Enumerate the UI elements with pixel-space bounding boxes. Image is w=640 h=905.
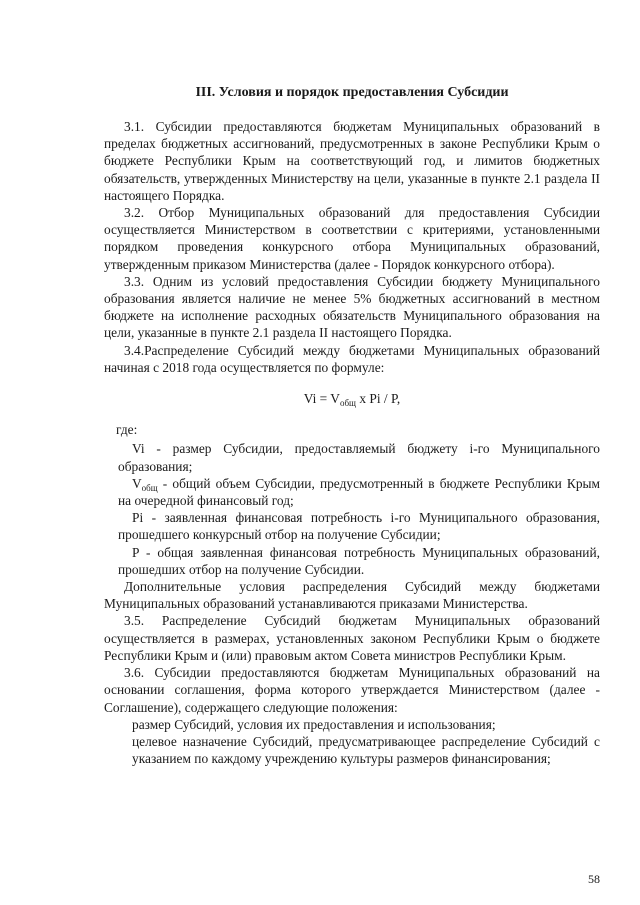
formula-rhs: x Pi / P,	[355, 391, 401, 407]
where-label: где:	[116, 422, 138, 438]
document-body	[104, 118, 600, 767]
definition-vi: Vi - размер Субсидии, предоставляемый бюджету i-го Муниципального образования;	[118, 441, 600, 474]
paragraph-3-6: 3.6. Субсидии предоставляются бюджетам Муниципальных образований на основании соглашения, форма которого утверждается Министерством (далее - Соглашение), содержащего следующие положения:	[104, 665, 600, 715]
definition-vobsh	[104, 475, 600, 509]
page-number: 58	[588, 872, 600, 886]
definition-pi: Pi - заявленная финансовая потребность i-го Муниципального образования, прошедшего конкурсный отбор на получение Субсидии;	[118, 510, 600, 543]
list-item-2: целевое назначение Субсидий, предусматривающее распределение Субсидий с указанием по каждому учреждению культуры размеров финансирования;	[132, 733, 600, 767]
paragraph-3-4: 3.4.Распределение Субсидий между бюджетами Муниципальных образований начиная с 2018 года осуществляется по формуле:	[104, 342, 600, 375]
vobsh-subscript: общ	[141, 482, 158, 493]
paragraph-3-1: 3.1. Субсидии предоставляются бюджетам Муниципальных образований в пределах бюджетных ассигнований, предусмотренных в законе Республики Крым о бюджете Республики Крым на соответствующий год, и лимитов бюджетных обязательств, утвержденных Министерству на цели, указанные в пункте 2.1 раздела II настоящего Порядка.	[104, 119, 600, 203]
vobsh-rest: - общий объем Субсидии, предусмотренный в бюджете Республики Крым на очередной финансовый год;	[118, 475, 600, 509]
paragraph-3-5: 3.5. Распределение Субсидий бюджетам Муниципальных образований осуществляется в размерах, установленных законом Республики Крым о бюджете Республики Крым и (или) правовым актом Совета министров Республики Крым.	[104, 613, 600, 663]
formula-lhs: Vi = V	[303, 391, 340, 407]
formula-subscript: общ	[339, 398, 356, 409]
vobsh-v: V	[132, 475, 142, 491]
paragraph-3-2: 3.2. Отбор Муниципальных образований для предоставления Субсидии осуществляется Министерством в соответствии с критериями, установленными порядком проведения конкурсного отбора Муниципальных образований, утвержденным приказом Министерства (далее - Порядок конкурсного отбора).	[104, 205, 600, 272]
definition-p: P - общая заявленная финансовая потребность Муниципальных образований, прошедших отбор на получение Субсидии.	[118, 544, 600, 577]
list-item-1: размер Субсидий, условия их предоставления и использования;	[132, 716, 496, 732]
paragraph-3-3: 3.3. Одним из условий предоставления Субсидии бюджету Муниципального образования является наличие не менее 5% бюджетных ассигнований в местном бюджете на исполнение расходных обязательств Муниципального образования на цели, указанные в пункте 2.1 раздела II настоящего Порядка.	[104, 273, 600, 341]
distribution-formula	[104, 390, 600, 407]
section-heading: III. Условия и порядок предоставления Субсидии	[195, 85, 509, 100]
paragraph-additional-conditions: Дополнительные условия распределения Субсидий между бюджетами Муниципальных образований устанавливаются приказами Министерства.	[104, 579, 600, 612]
